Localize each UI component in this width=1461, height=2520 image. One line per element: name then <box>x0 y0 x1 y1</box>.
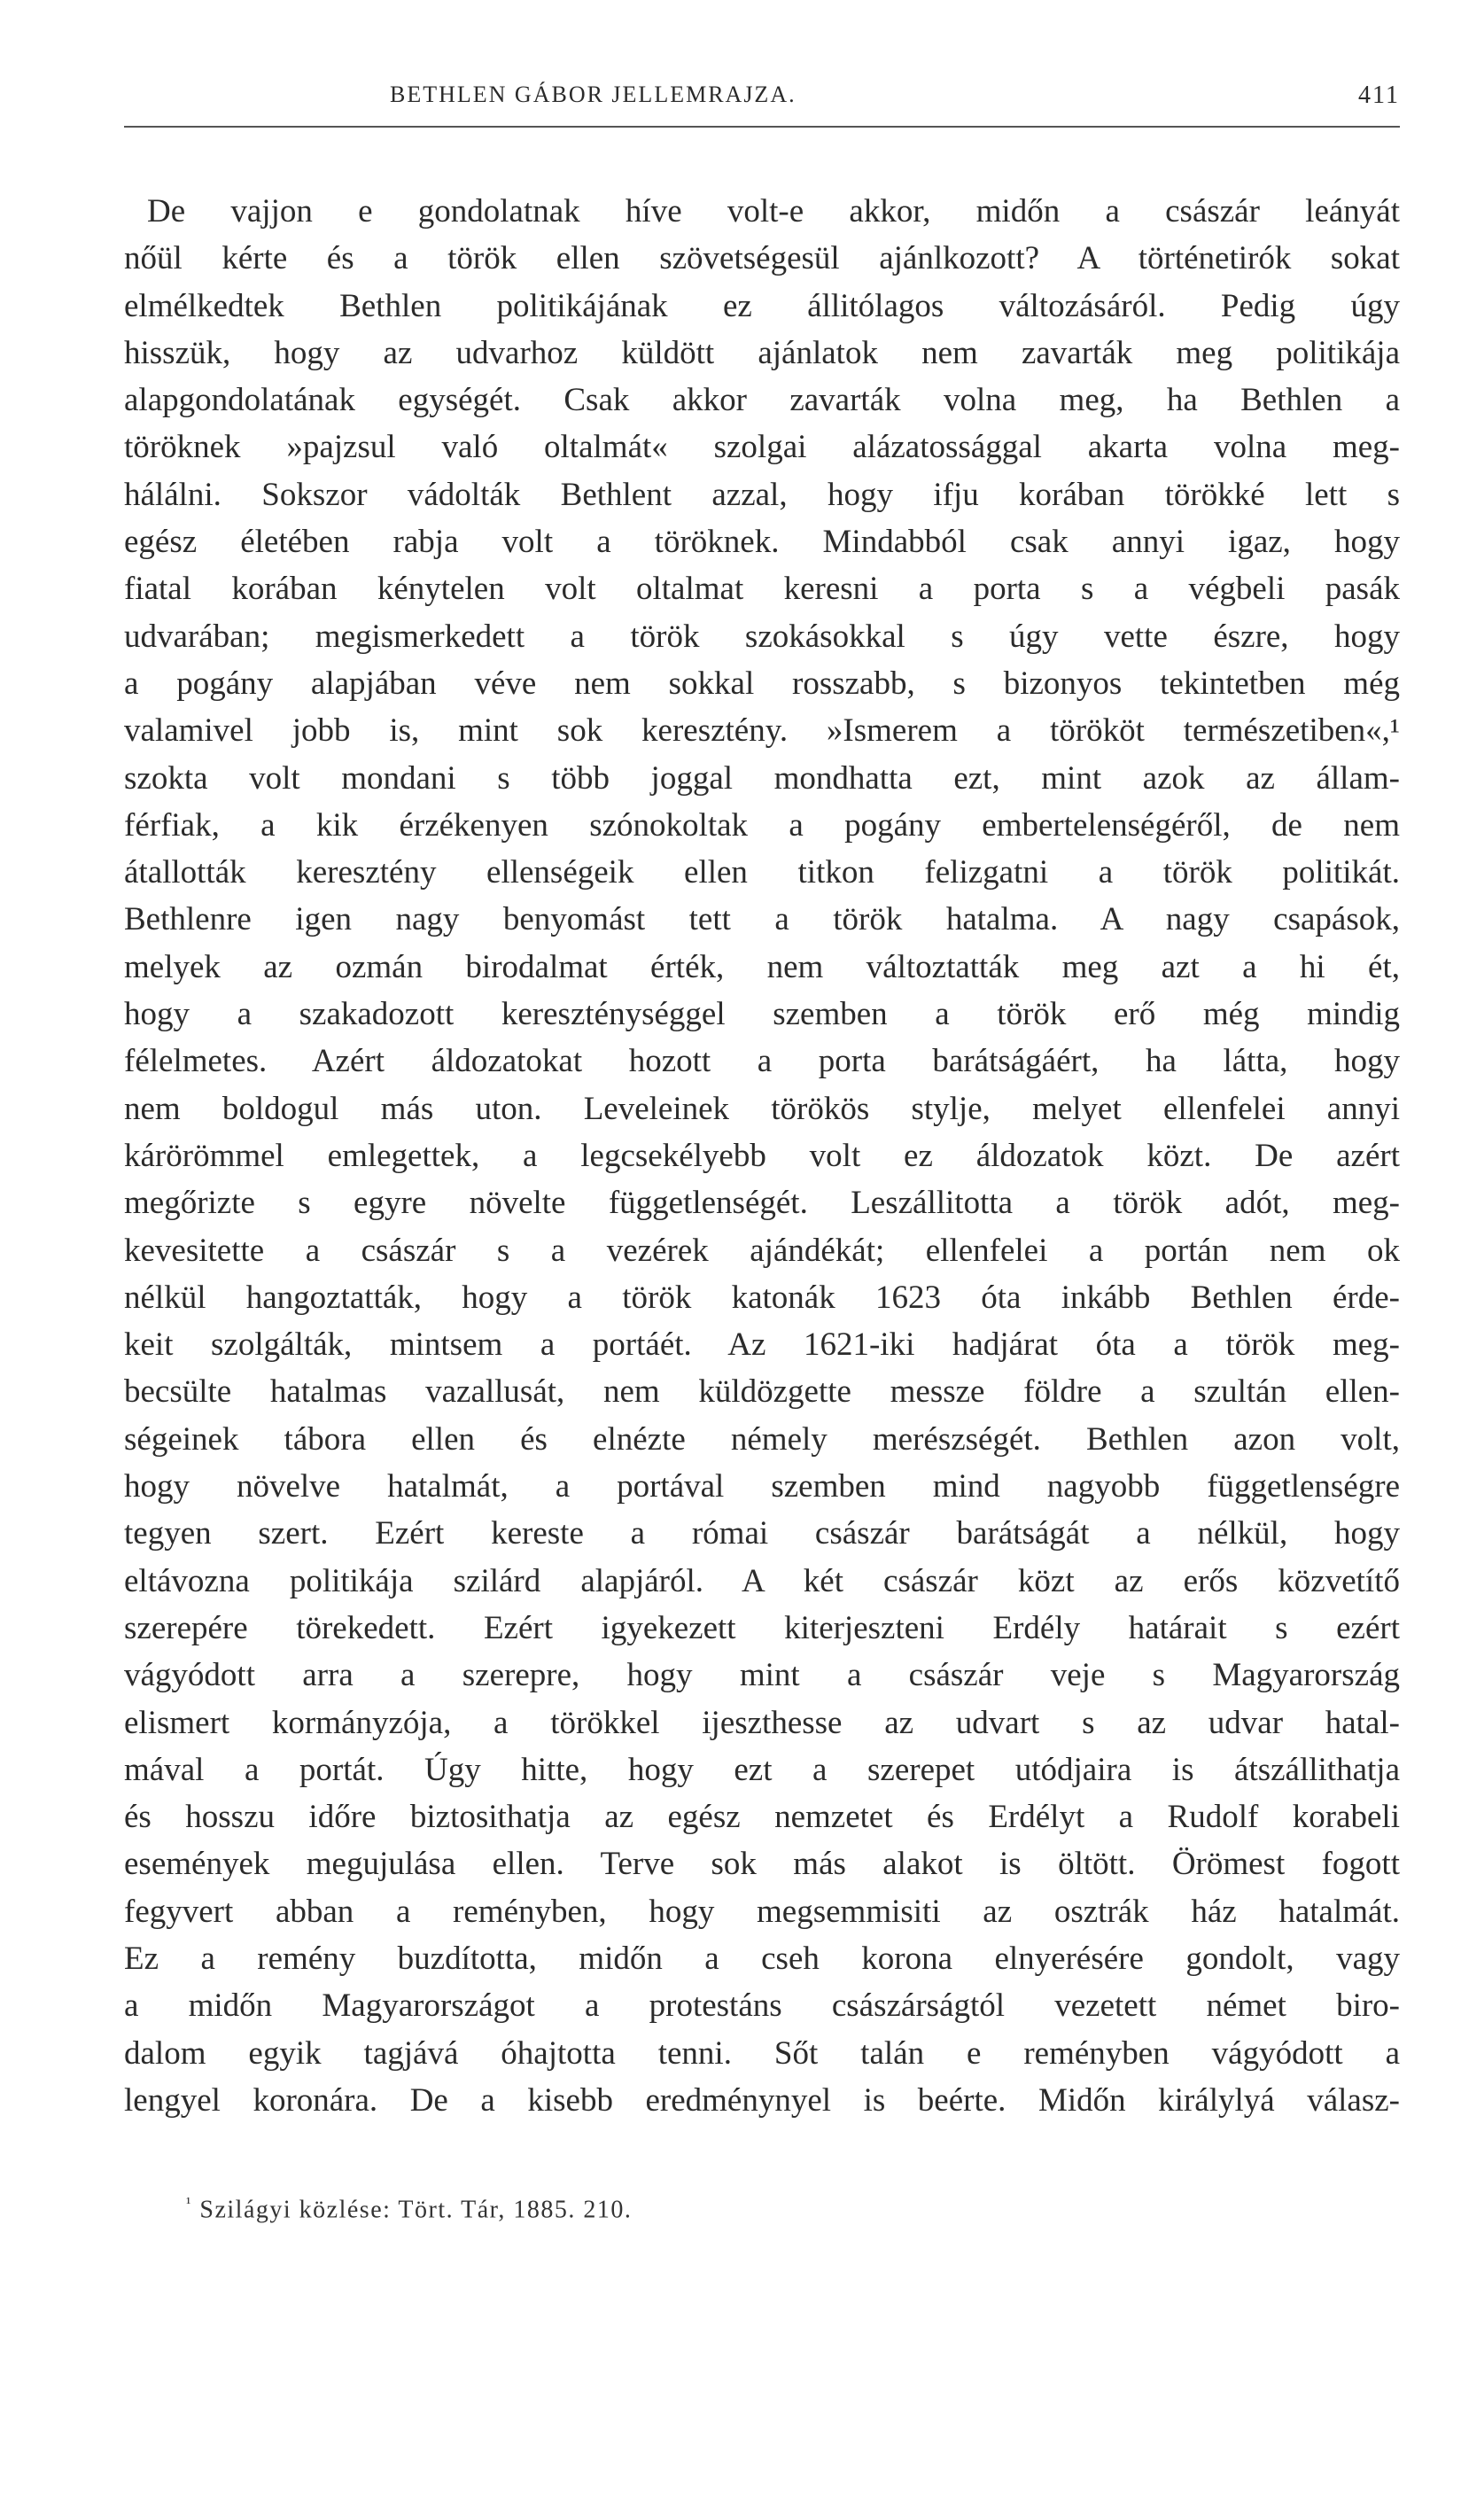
text-line: átallották keresztény ellenségeik ellen titkon felizgatni a török politikát. <box>124 854 1400 891</box>
text-line: mával a portát. Úgy hitte, hogy ezt a szerepet utódjaira is átszállithatja <box>124 1751 1400 1788</box>
text-line: és hosszu időre biztosithatja az egész nemzetet és Erdélyt a Rudolf korabeli <box>124 1799 1400 1836</box>
text-line: Bethlenre igen nagy benyomást tett a török hatalma. A nagy csapások, <box>124 901 1400 938</box>
footnote-text: Szilágyi közlése: Tört. Tár, 1885. 210. <box>199 2196 633 2224</box>
text-line: hogy növelve hatalmát, a portával szemben mind nagyobb függetlenségre <box>124 1468 1400 1505</box>
header-rule <box>124 126 1400 128</box>
text-line: udvarában; megismerkedett a török szokásokkal s úgy vette észre, hogy <box>124 618 1400 655</box>
text-line: hogy a szakadozott kereszténységgel szemben a török erő még mindig <box>124 996 1400 1033</box>
text-line: nőül kérte és a török ellen szövetségesül ajánlkozott? A történetirók sokat <box>124 240 1400 277</box>
page-number: 411 <box>1358 82 1400 109</box>
text-line: keit szolgálták, mintsem a portáét. Az 1621-iki hadjárat óta a török meg- <box>124 1326 1400 1364</box>
text-line: férfiak, a kik érzékenyen szónokoltak a pogány embertelenségéről, de nem <box>124 806 1400 844</box>
text-line: fiatal korában kénytelen volt oltalmat keresni a porta s a végbeli pasák <box>124 571 1400 608</box>
text-line: melyek az ozmán birodalmat érték, nem változtatták meg azt a hi ét, <box>124 948 1400 985</box>
footnote-marker: ¹ <box>186 2194 192 2212</box>
text-line: hálálni. Sokszor vádolták Bethlent azzal, hogy ifju korában törökké lett s <box>124 476 1400 513</box>
text-line: töröknek »pajzsul való oltalmát« szolgai alázatossággal akarta volna meg- <box>124 429 1400 466</box>
running-head <box>124 82 1400 117</box>
text-line: lengyel koronára. De a kisebb eredménynyel is beérte. Midőn királylyá válasz- <box>124 2081 1400 2119</box>
text-line: tegyen szert. Ezért kereste a római császár barátságát a nélkül, hogy <box>124 1515 1400 1552</box>
text-line: a pogány alapjában véve nem sokkal rosszabb, s bizonyos tekintetben még <box>124 665 1400 702</box>
text-line: dalom egyik tagjává óhajtotta tenni. Sőt talán e reményben vágyódott a <box>124 2034 1400 2072</box>
body-text <box>124 188 1400 2124</box>
text-line: hisszük, hogy az udvarhoz küldött ajánlatok nem zavarták meg politikája <box>124 334 1400 371</box>
text-line: megőrizte s egyre növelte függetlenségét. Leszállitotta a török adót, meg- <box>124 1185 1400 1222</box>
text-line: elismert kormányzója, a törökkel ijeszthesse az udvart s az udvar hatal- <box>124 1704 1400 1741</box>
text-line: nem boldogul más uton. Leveleinek törökös stylje, melyet ellenfelei annyi <box>124 1090 1400 1127</box>
text-line: De vajjon e gondolatnak híve volt-e akkor, midőn a császár leányát <box>147 193 1400 229</box>
text-line: kárörömmel emlegettek, a legcsekélyebb volt ez áldozatok közt. De azért <box>124 1137 1400 1174</box>
text-line: elmélkedtek Bethlen politikájának ez állitólagos változásáról. Pedig úgy <box>124 287 1400 324</box>
text-line: Ez a remény buzdította, midőn a cseh korona elnyerésére gondolt, vagy <box>124 1940 1400 1977</box>
text-line: fegyvert abban a reményben, hogy megsemmisiti az osztrák ház hatalmát. <box>124 1893 1400 1930</box>
text-line: szerepére törekedett. Ezért igyekezett kiterjeszteni Erdély határait s ezért <box>124 1609 1400 1646</box>
text-line: a midőn Magyarországot a protestáns császárságtól vezetett német biro- <box>124 1987 1400 2025</box>
text-line: ségeinek tábora ellen és elnézte némely merészségét. Bethlen azon volt, <box>124 1420 1400 1458</box>
text-line: szokta volt mondani s több joggal mondhatta ezt, mint azok az állam- <box>124 759 1400 797</box>
running-title: BETHLEN GÁBOR JELLEMRAJZA. <box>390 82 797 107</box>
text-line: események megujulása ellen. Terve sok más alakot is öltött. Örömest fogott <box>124 1846 1400 1883</box>
text-line: nélkül hangoztatták, hogy a török katonák 1623 óta inkább Bethlen érde- <box>124 1279 1400 1316</box>
text-line: eltávozna politikája szilárd alapjáról. A két császár közt az erős közvetítő <box>124 1562 1400 1599</box>
text-line: becsülte hatalmas vazallusát, nem küldözgette messze földre a szultán ellen- <box>124 1373 1400 1411</box>
text-line: alapgondolatának egységét. Csak akkor zavarták volna meg, ha Bethlen a <box>124 382 1400 419</box>
footnote <box>186 2194 632 2224</box>
text-line: vágyódott arra a szerepre, hogy mint a császár veje s Magyarország <box>124 1657 1400 1694</box>
text-line: valamivel jobb is, mint sok keresztény. »Ismerem a törököt természetiben«,¹ <box>124 712 1400 750</box>
text-line: egész életében rabja volt a töröknek. Mindabból csak annyi igaz, hogy <box>124 524 1400 561</box>
text-line: félelmetes. Azért áldozatokat hozott a porta barátságáért, ha látta, hogy <box>124 1043 1400 1080</box>
text-line: kevesitette a császár s a vezérek ajándékát; ellenfelei a portán nem ok <box>124 1232 1400 1269</box>
